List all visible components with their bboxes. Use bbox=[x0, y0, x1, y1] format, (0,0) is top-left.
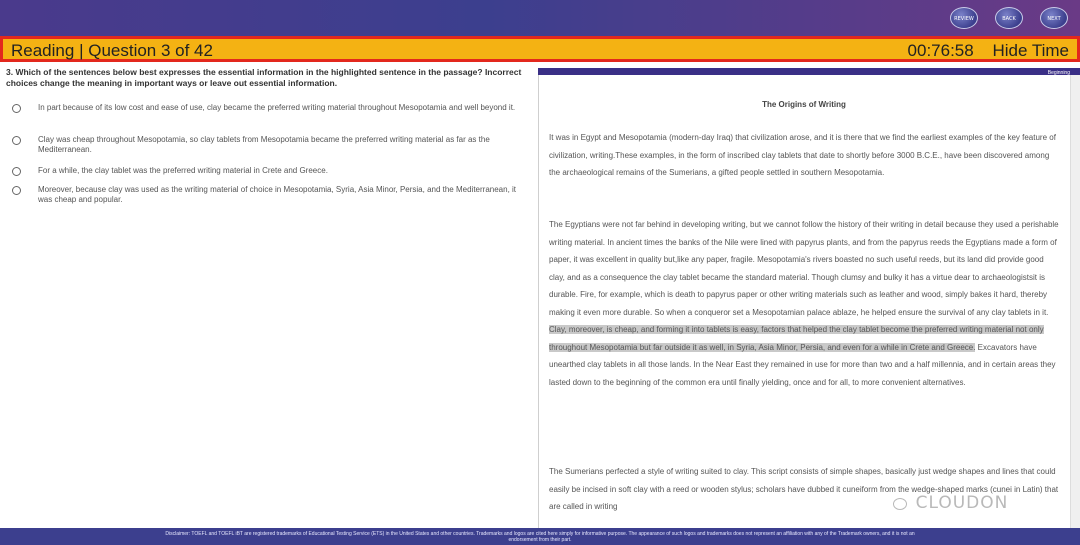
passage-paragraph-3: The Sumerians perfected a style of writing suited to clay. This script consists of simple shapes, basically just wedge shapes and lines that could easily be incised in soft clay with a reed or wooden stylus; scholars have dubbed it cuneiform from the wedge-shaped marks (cunei in Latin) that are called in writing bbox=[549, 467, 1059, 511]
passage-title: The Origins of Writing bbox=[762, 100, 846, 109]
status-bar bbox=[0, 36, 1080, 62]
watermark bbox=[890, 493, 1008, 513]
passage-frame bbox=[538, 75, 1068, 528]
watermark-text: CLOUDON bbox=[915, 493, 1009, 513]
question-stem: 3. Which of the sentences below best expresses the essential information in the highlighted sentence in the passage? Incorrect choices change the meaning in important ways or leave out essential information. bbox=[6, 67, 522, 88]
footer-disclaimer bbox=[0, 528, 1080, 545]
choice-text: Clay was cheap throughout Mesopotamia, so clay tablets from Mesopotamia became the preferred writing material as far as the Mediterranean. bbox=[38, 135, 490, 154]
radio-button[interactable] bbox=[12, 136, 21, 145]
passage-header-bar bbox=[538, 68, 1080, 75]
review-button[interactable]: REVIEW bbox=[950, 7, 978, 29]
section-label: Reading bbox=[11, 41, 75, 60]
passage-paragraph-1: It was in Egypt and Mesopotamia (modern-day Iraq) that civilization arose, and it is there that we find the earliest examples of the key feature of civilization, writing.These examples, in the form of inscribed clay tablets that date to shortly before 3000 B.C.E., have been discovered among the archaeological remains of the Sumerians, a gifted people settled in southern Mesopotamia. bbox=[549, 133, 1056, 177]
timer-area bbox=[894, 41, 1069, 61]
hide-time-button[interactable]: Hide Time bbox=[992, 41, 1069, 60]
separator: | bbox=[79, 41, 84, 60]
timer: 00:76:58 bbox=[907, 41, 974, 60]
next-button[interactable]: NEXT bbox=[1040, 7, 1068, 29]
choice-text: Moreover, because clay was used as the writing material of choice in Mesopotamia, Syria, Asia Minor, Persia, and the Mediterranean, it was cheap and popular. bbox=[38, 185, 517, 204]
passage-scrollbar[interactable] bbox=[1070, 75, 1080, 528]
paragraph-text: The Egyptians were not far behind in developing writing, but we cannot follow the history of their writing in detail because they used a perishable writing material. In ancient times the banks of the Nile were lined with papyrus plants, and from the papyrus reeds the Egyptians made a form of paper, it was excellent in quality but,like any paper, fragile. Mesopotamia's rivers boasted no such useful reeds, but its land did provide good clay, and as a consequence the clay tablet became the standard material. Though clumsy and bulky it has a virtue dear to archaeologistsit is durable. Fire, for example, which is death to papyrus paper or other writing materials such as leather and wood, simply bakes it hard, thereby making it even more durable. So when a conqueror set a Mesopotamian palace ablaze, he helped ensure the survival of any clay tablets in it. bbox=[549, 220, 1059, 317]
choice-text: For a while, the clay tablet was the preferred writing material in Crete and Greece. bbox=[38, 166, 328, 175]
choice-text: In part because of its low cost and ease of use, clay became the preferred writing material throughout Mesopotamia and well beyond it. bbox=[38, 103, 516, 112]
passage-paragraph-2 bbox=[549, 216, 1059, 391]
question-counter: Question 3 of 42 bbox=[88, 41, 213, 60]
section-question-label bbox=[11, 41, 213, 61]
question-pane bbox=[0, 62, 538, 528]
radio-button[interactable] bbox=[12, 104, 21, 113]
beginning-label: Beginning bbox=[1047, 70, 1070, 76]
top-toolbar bbox=[0, 0, 1080, 36]
highlighted-sentence: Clay, moreover, is cheap, and forming it into tablets is easy, factors that helped the clay tablet become the preferred writing material not only throughout Mesopotamia but far outside it as well, in Syria, Asia Minor, Persia, and even for a while in Crete and Greece. bbox=[549, 325, 1044, 352]
paragraph-text: Excavators have unearthed clay tablets in all those lands. In the Near East they remained in use for more than two and a half millennia, and in certain areas they lasted down to the beginning of the common era until finally yielding, once and for all, to more convenient alternatives. bbox=[549, 342, 1056, 387]
passage-pane bbox=[538, 62, 1080, 528]
back-button[interactable]: BACK bbox=[995, 7, 1023, 29]
radio-button[interactable] bbox=[12, 167, 21, 176]
disclaimer-text: Disclaimer: TOEFL and TOEFL iBT are registered trademarks of Educational Testing Service (ETS) in the United States and other countries. Trademarks and logos are cited here simply for informative purpose. The appearance of such logos and trademarks does not represent an affiliation with any of the Trademark owners, and it is not an endorsement from their part. bbox=[165, 531, 915, 543]
radio-button[interactable] bbox=[12, 186, 21, 195]
